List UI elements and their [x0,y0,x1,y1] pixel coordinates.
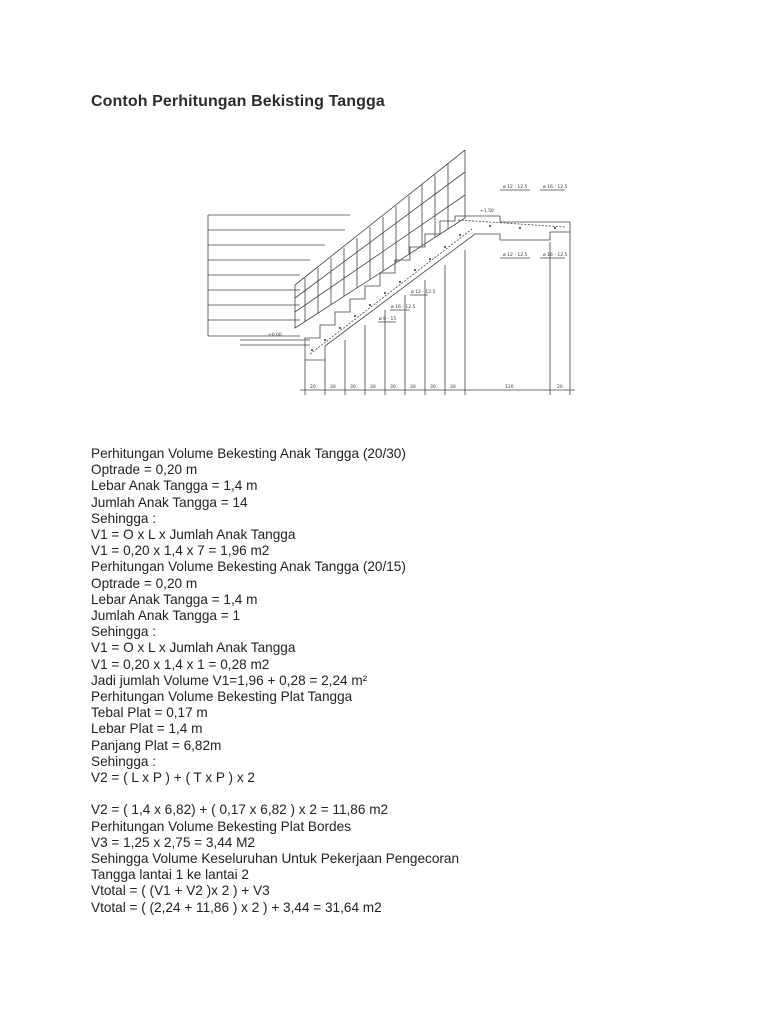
text-line: V1 = 0,20 x 1,4 x 7 = 1,96 m2 [91,543,270,559]
text-line: Perhitungan Volume Bekesting Plat Tangga [91,689,353,705]
document-title: Contoh Perhitungan Bekisting Tangga [91,93,385,110]
text-line: Lebar Plat = 1,4 m [91,721,203,737]
text-line: V2 = ( L x P ) + ( T x P ) x 2 [91,770,255,786]
rebar-label: ø 8 - 15 [379,317,397,322]
text-line: V3 = 1,25 x 2,75 = 3,44 M2 [91,834,255,850]
dimension-label: 20 [557,385,563,390]
dimension-label: 30 [430,385,436,390]
rebar-label: ø 16 - 12.5 [543,185,568,190]
text-line: Perhitungan Volume Bekesting Anak Tangga (20/15) [91,559,406,575]
text-line: Panjang Plat = 6,82m [91,737,222,753]
text-line: Jadi jumlah Volume V1=1,96 + 0,28 = 2,24 m² [91,672,368,688]
text-line: Lebar Anak Tangga = 1,4 m [91,591,258,607]
level-label: +0.00 [268,333,282,338]
text-line: Perhitungan Volume Bekesting Anak Tangga (20/30) [91,446,406,461]
text-line: Jumlah Anak Tangga = 1 [91,608,241,624]
rebar-label: ø 12 - 12.5 [503,253,528,258]
stair-reinforcement-drawing [200,150,580,405]
text-line: Sehingga Volume Keseluruhan Untuk Pekerjaan Pengecoran [91,851,460,867]
text-line: Vtotal = ( (2,24 + 11,86 ) x 2 ) + 3,44 = 31,64 m2 [91,899,382,915]
rebar-label: ø 12 - 12.5 [503,185,528,190]
dimension-label: 30 [390,385,396,390]
text-line: Sehingga : [91,510,157,526]
dimension-label: 20 [310,385,316,390]
text-line: Vtotal = ( (V1 + V2 )x 2 ) + V3 [91,883,270,899]
text-line: Optrade = 0,20 m [91,575,198,591]
text-line: Optrade = 0,20 m [91,462,198,478]
text-line: V1 = O x L x Jumlah Anak Tangga [91,527,296,543]
stair-drawing-svg [200,150,580,405]
text-line: V1 = 0,20 x 1,4 x 1 = 0,28 m2 [91,656,270,672]
text-line: Tebal Plat = 0,17 m [91,705,208,721]
dimension-label: 30 [350,385,356,390]
rebar-label: ø 12 - 12.5 [411,290,436,295]
text-line: Sehingga : [91,753,157,769]
rebar-label: ø 16 - 12.5 [391,305,416,310]
rebar-label: ø 16 - 12.5 [543,253,568,258]
dimension-label: 30 [410,385,416,390]
text-line: Perhitungan Volume Bekesting Plat Bordes [91,818,351,834]
text-line: V2 = ( 1,4 x 6,82) + ( 0,17 x 6,82 ) x 2 = 11,86 m2 [91,802,389,818]
text-line: Sehingga : [91,624,157,640]
dimension-label: 30 [450,385,456,390]
blank-line [91,786,691,802]
calculation-text [91,446,691,916]
text-line: Jumlah Anak Tangga = 14 [91,494,248,510]
dimension-label: 30 [370,385,376,390]
text-line: Lebar Anak Tangga = 1,4 m [91,478,258,494]
dimension-label: 30 [330,385,336,390]
text-line: V1 = O x L x Jumlah Anak Tangga [91,640,296,656]
dimension-label: 120 [505,385,514,390]
level-label: +1.50 [480,209,494,214]
text-line: Tangga lantai 1 ke lantai 2 [91,867,249,883]
